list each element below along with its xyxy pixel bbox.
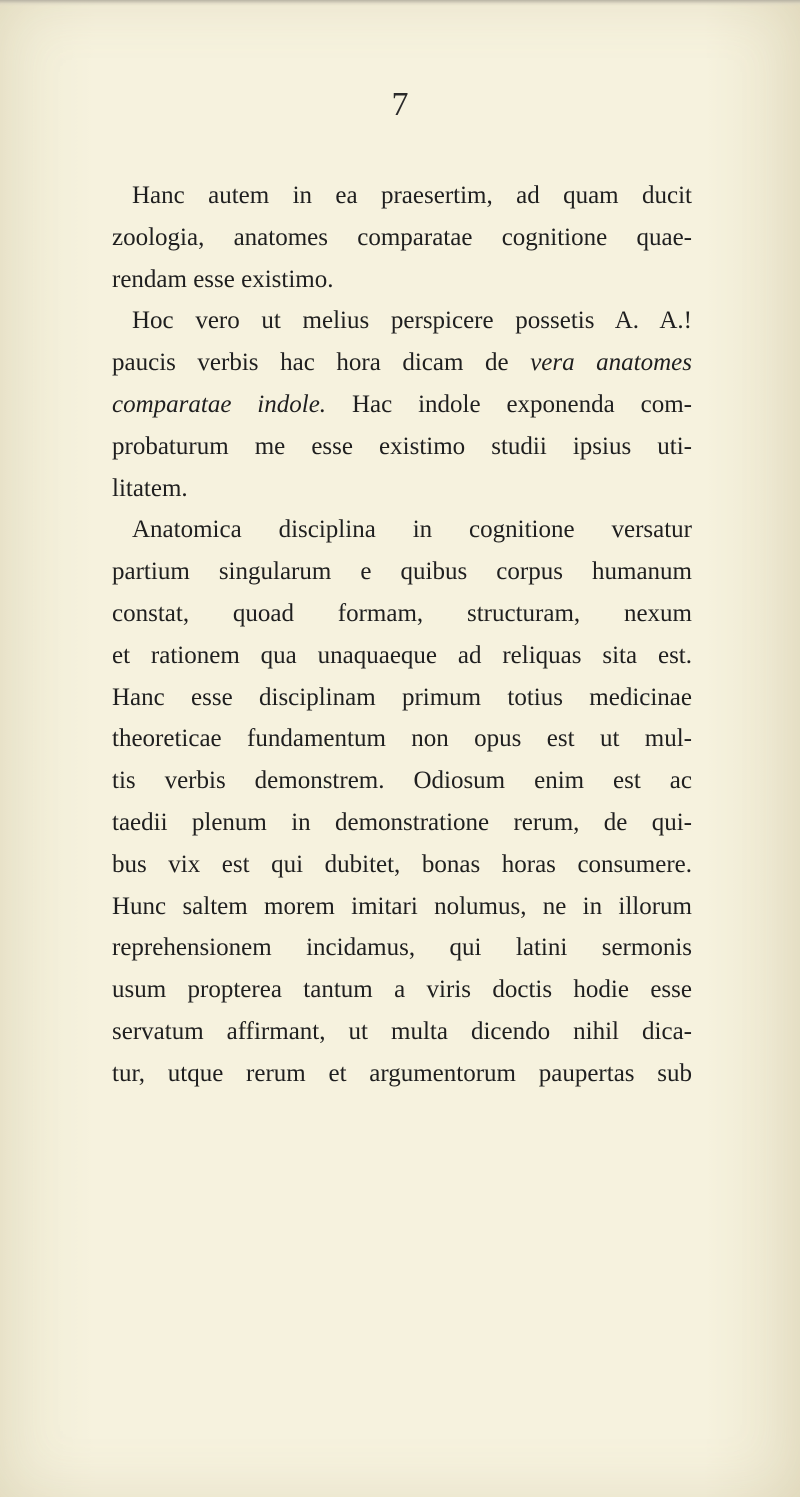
text-line: tur, utque rerum et argumentorum paupertas sub [112, 1059, 692, 1087]
text-line: et rationem qua unaquaeque ad reliquas sita est. [112, 641, 692, 669]
text-line [112, 342, 692, 384]
text-segment: paucis verbis hac hora dicam de [112, 349, 509, 377]
text-line: tis verbis demonstrem. Odiosum enim est ac [112, 767, 692, 795]
italic-phrase: comparatae indole. [112, 390, 327, 418]
text-line: Hoc vero ut melius perspicere possetis A. A.! [132, 307, 692, 335]
text-line: Anatomica disciplina in cognitione versatur [132, 516, 692, 544]
text-line: constat, quoad formam, structuram, nexum [112, 599, 692, 627]
text-line: reprehensionem incidamus, qui latini sermonis [112, 934, 692, 962]
text-line: zoologia, anatomes comparatae cognitione quae- [112, 223, 692, 251]
text-line: taedii plenum in demonstratione rerum, de qui- [112, 808, 692, 836]
text-segment: Hac indole exponenda com- [351, 390, 692, 418]
text-line: theoreticae fundamentum non opus est ut mul- [112, 725, 692, 753]
text-line: probaturum me esse existimo studii ipsius uti- [112, 432, 692, 460]
text-line: bus vix est qui dubitet, bonas horas consumere. [112, 850, 692, 878]
text-line: litatem. [112, 474, 188, 502]
text-line: usum propterea tantum a viris doctis hodie esse [112, 976, 692, 1004]
text-line: rendam esse existimo. [112, 265, 334, 293]
body-text [112, 175, 692, 1095]
page-number: 7 [391, 86, 409, 123]
text-line: partium singularum e quibus corpus humanum [112, 558, 692, 586]
page-top-edge [0, 0, 800, 6]
text-line [112, 384, 692, 426]
text-line: Hanc esse disciplinam primum totius medicinae [112, 683, 692, 711]
italic-phrase: vera anatomes [530, 349, 693, 377]
text-line: Hunc saltem morem imitari nolumus, ne in illorum [112, 892, 692, 920]
text-line: Hanc autem in ea praesertim, ad quam ducit [132, 182, 692, 209]
text-line: servatum affirmant, ut multa dicendo nihil dica- [112, 1017, 692, 1045]
